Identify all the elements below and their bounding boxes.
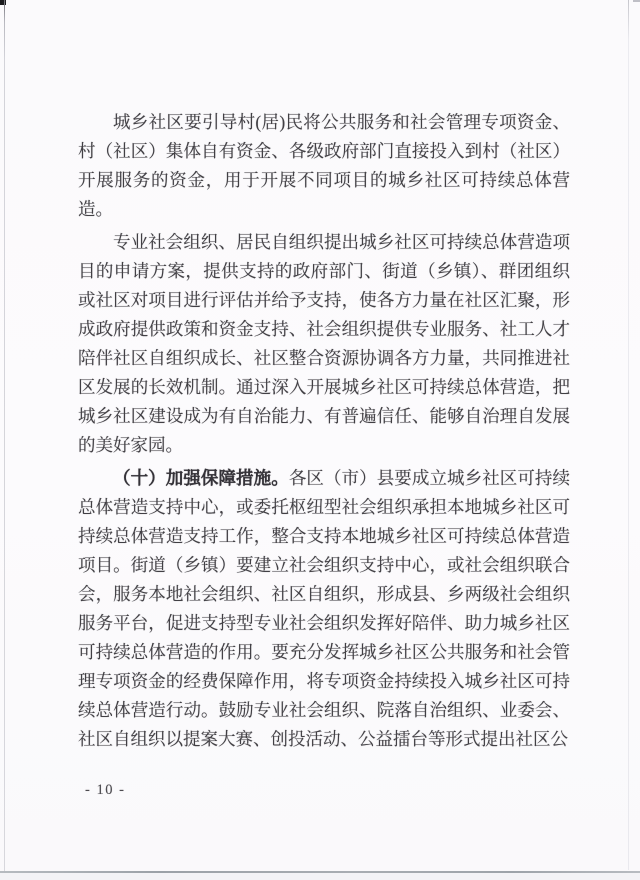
paragraph-text: 专业社会组织、居民自组织提出城乡社区可持续总体营造项目的申请方案，提供支持的政府部门、街道（乡镇）、群团组织或社区对项目进行评估并给予支持，使各方力量在社区汇聚，形成政府提供政策和资金支持、社会组织提供专业服务、社工人才陪伴社区自组织成长、社区整合资源协调各方力量，共同推进社区发展的长效机制。通过深入开展城乡社区可持续总体营造，把城乡社区建设成为有自治能力、有普遍信任、能够自治理自发展的美好家园。 — [78, 232, 570, 455]
scan-edge-left-line — [4, 0, 5, 872]
paragraph-text: 各区（市）县要成立城乡社区可持续总体营造支持中心，或委托枢纽型社会组织承担本地城乡社区可持续总体营造支持工作，整合支持本地城乡社区可持续总体营造项目。街道（乡镇）要建立社会组织支持中心，或社会组织联合会，服务本地社会组织、社区自组织，形成县、乡两级社会组织服务平台，促进支持型专业社会组织发挥好陪伴、助力城乡社区可持续总体营造的作用。要充分发挥城乡社区公共服务和社会管理专项资金的经费保障作用，将专项资金持续投入城乡社区可持续总体营造行动。鼓励专业社会组织、院落自治组织、业委会、社区自组织以提案大赛、创投活动、公益擂台等形式提出社区公 — [78, 468, 571, 749]
scan-corner-mark — [0, 0, 6, 5]
scan-edge-right-line — [628, 0, 629, 870]
section-heading: （十）加强保障措施。 — [113, 468, 289, 488]
paragraph-project-mechanism — [78, 228, 570, 460]
scan-mark-top-right — [633, 0, 640, 2]
paragraph-safeguard-measures — [78, 464, 570, 754]
scan-foot-area — [0, 873, 640, 880]
page-number: - 10 - — [85, 782, 126, 798]
paragraph-funding-guidance — [78, 108, 570, 224]
document-body — [78, 108, 570, 754]
paragraph-text: 城乡社区要引导村(居)民将公共服务和社会管理专项资金、村（社区）集体自有资金、各级政府部门直接投入到村（社区）开展服务的资金，用于开展不同项目的城乡社区可持续总体营造。 — [78, 112, 570, 219]
